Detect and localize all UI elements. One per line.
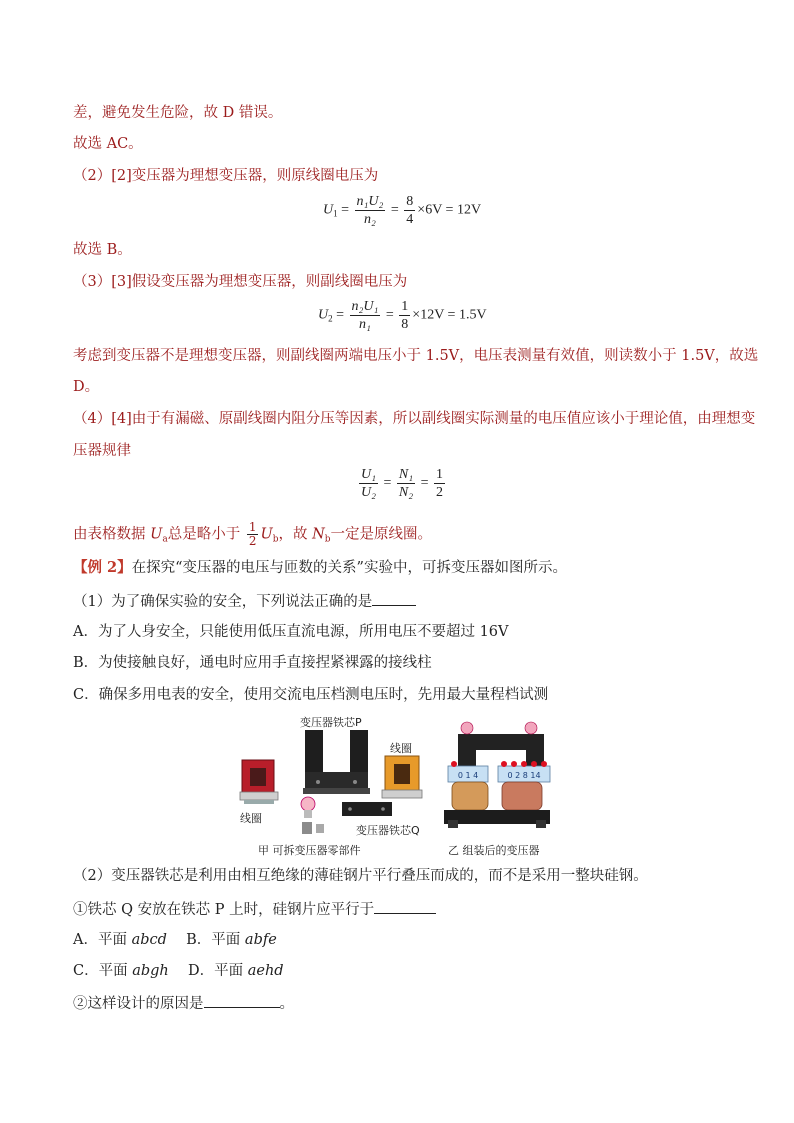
label-coil-right: 线圈: [390, 742, 412, 755]
left-coil-image: [240, 760, 278, 804]
question-1: （1）为了确保实验的安全，下列说法正确的是: [73, 591, 416, 612]
example-intro: 【例 2】在探究“变压器的电压与匝数的关系”实验中，可拆变压器如图所示。: [73, 559, 567, 576]
option-c: C．确保多用电表的安全，使用交流电压档测电压时，先用最大量程档试测: [73, 687, 549, 703]
caption-right: 乙 组装后的变压器: [448, 844, 540, 857]
answer-blank: [372, 591, 416, 606]
label-core-q: 变压器铁芯Q: [356, 824, 420, 837]
equation-3: $\frac{\text{U₁}}{\text{U₂}}$ = $\frac{\text{N₁}}{\text{N₂}}$ = $\frac{1}{2}$: [361, 467, 444, 500]
line-1: 差，避免发生危险，故 D 错误。: [73, 105, 283, 121]
fraction: $\frac{1}{2}$: [436, 467, 444, 500]
answer-blank: [374, 899, 436, 914]
options-2-row-2: C．平面 abgh D．平面 aehd: [73, 963, 284, 979]
answer-blank: [204, 993, 280, 1008]
question-2: （2）变压器铁芯是利用由相互绝缘的薄硅钢片平行叠压而成的，而不是采用一整块硅钢。: [73, 868, 648, 884]
line-7: D。: [73, 379, 100, 395]
right-coil-image: [382, 756, 422, 798]
label-core-p: 变压器铁芯P: [300, 716, 362, 729]
line-2: 故选 AC。: [73, 136, 143, 152]
question-2b: ②这样设计的原因是 。: [73, 993, 294, 1014]
line-8: （4）[4]由于有漏磁、原副线圈内阻分压等因素，所以副线圈实际测量的电压值应该小于理论值，由理想变: [73, 411, 756, 427]
caption-left: 甲 可拆变压器零部件: [258, 844, 361, 857]
core-q-image: [342, 802, 392, 816]
line-5: （3）[3]假设变压器为理想变压器，则副线圈电压为: [73, 274, 408, 290]
fraction: $\frac{\text{N₁}}{\text{N₂}}$: [398, 467, 414, 500]
line-10: 由表格数据 $U_a$总是略小于 $\frac{1}{2}$ $U_b$，故 $N_b$一定是原线圈。: [73, 520, 433, 548]
fraction: $\frac{\text{n₁U₂}}{\text{n₂}}$: [356, 194, 384, 227]
fraction: $\frac{1}{8}$: [401, 299, 409, 332]
fraction: $\frac{\text{n₂U₁}}{\text{n₁}}$: [351, 299, 379, 332]
options-2-row-1: A．平面 abcd B．平面 abfe: [73, 932, 277, 948]
line-6: 考虑到变压器不是理想变压器，则副线圈两端电压小于 1.5V，电压表测量有效值，则读数小于 1.5V，故选: [73, 348, 759, 364]
assembled-transformer-image: [444, 722, 550, 828]
fraction-half: $\frac{1}{2}$: [248, 520, 257, 548]
scale-right-label: 0 2 8 14: [507, 771, 541, 780]
line-9: 压器规律: [73, 443, 131, 459]
question-2a: ①铁芯 Q 安放在铁芯 P 上时，硅钢片应平行于: [73, 899, 436, 920]
equation-1: $U_1$ = $\frac{\text{n₁U₂}}{\text{n₂}}$ = $\frac{8}{4}$ ×6V = 12V: [323, 194, 482, 227]
fraction: $\frac{\text{U₁}}{\text{U₂}}$: [361, 467, 376, 500]
option-b: B．为使接触良好，通电时应用手直接捏紧裸露的接线柱: [73, 655, 432, 671]
scale-left-label: 0 1 4: [457, 771, 479, 780]
equation-2: $U_2$ = $\frac{\text{n₂U₁}}{\text{n₁}}$ = $\frac{1}{8}$ ×12V = 1.5V: [318, 299, 487, 332]
label-coil-left: 线圈: [240, 812, 262, 825]
line-3: （2）[2]变压器为理想变压器，则原线圈电压为: [73, 168, 379, 184]
option-a: A．为了人身安全，只能使用低压直流电源，所用电压不要超过 16V: [73, 624, 509, 640]
line-4: 故选 B。: [73, 242, 132, 258]
fraction: $\frac{8}{4}$: [406, 194, 414, 227]
transformer-figure: [230, 712, 560, 860]
example-tag: 【例 2】: [73, 559, 132, 576]
core-p-image: [303, 730, 370, 794]
